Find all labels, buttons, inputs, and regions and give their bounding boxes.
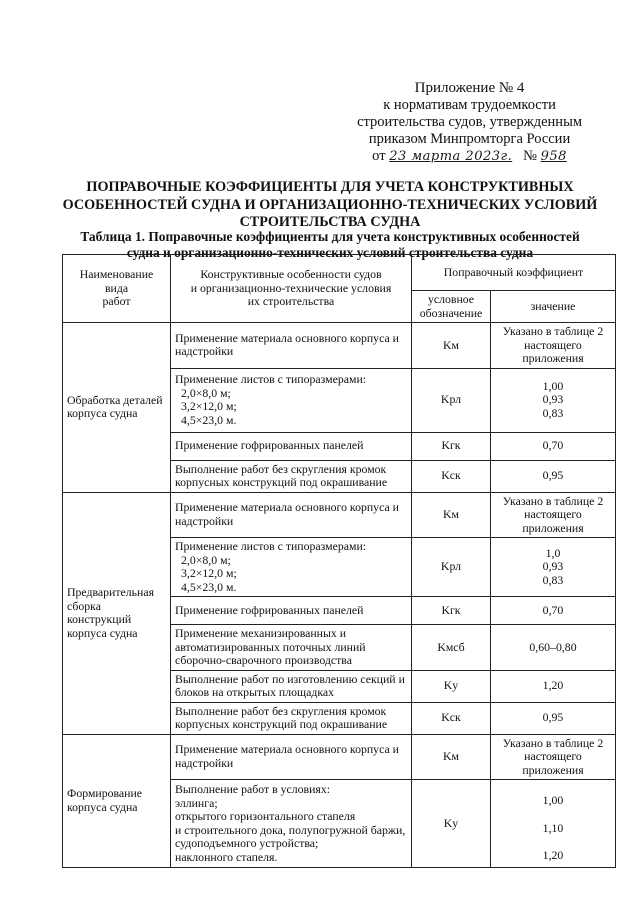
operation-line: корпуса судна bbox=[67, 799, 138, 814]
symbol-cell: Kмсб bbox=[412, 625, 491, 671]
table-row bbox=[63, 492, 616, 538]
feature-text: Применение листов с типоразмерами: bbox=[175, 539, 367, 553]
value-line: 1,00 bbox=[542, 793, 564, 807]
operation-line: конструкций bbox=[67, 612, 132, 626]
appendix-date-line bbox=[357, 148, 582, 165]
value-cell bbox=[491, 368, 616, 432]
value-cell bbox=[491, 492, 616, 538]
table-title-line-1: Таблица 1. Поправочные коэффициенты для учета конструктивных особенностей bbox=[80, 229, 580, 244]
value-line: 1,10 bbox=[542, 820, 564, 835]
symbol-cell: Kгк bbox=[412, 432, 491, 460]
value-line: Указано в таблице 2 bbox=[502, 493, 604, 508]
title-line-2: ОСОБЕННОСТЕЙ СУДНА И ОРГАНИЗАЦИОННО-ТЕХНИЧЕСКИХ УСЛОВИЙ bbox=[62, 196, 598, 213]
value-cell bbox=[491, 323, 616, 369]
feature-item: наклонного стапеля. bbox=[175, 849, 278, 864]
value-line: настоящего bbox=[524, 507, 582, 521]
number-label: № bbox=[523, 148, 537, 164]
value-line: настоящего bbox=[524, 749, 582, 763]
appendix-line-4: приказом Минпромторга России bbox=[368, 131, 571, 147]
feature-item: 2,0×8,0 м; bbox=[181, 552, 231, 567]
operation-cell: Обработка деталей корпуса судна bbox=[63, 323, 171, 493]
feature-item: 4,5×23,0 м. bbox=[181, 579, 237, 594]
value-line: 0,83 bbox=[542, 405, 564, 420]
value-line: Указано в таблице 2 bbox=[502, 735, 604, 750]
operation-line: Формирование bbox=[67, 786, 143, 801]
header-coefficient: Поправочный коэффициент bbox=[412, 255, 616, 291]
appendix-line-2: к нормативам трудоемкости bbox=[383, 97, 556, 113]
value-cell: 0,95 bbox=[491, 460, 616, 492]
appendix-number: Приложение № 4 bbox=[414, 80, 525, 96]
symbol-cell: Kм bbox=[412, 323, 491, 369]
feature-cell: Применение гофрированных панелей bbox=[171, 597, 412, 625]
header-features-line-2: и организационно-технические условия bbox=[190, 280, 392, 295]
handwritten-date: 23 марта 2023г. bbox=[389, 149, 513, 164]
table-row bbox=[63, 323, 616, 369]
symbol-cell: Kм bbox=[412, 492, 491, 538]
feature-item: 4,5×23,0 м. bbox=[181, 412, 237, 427]
value-cell: 0,70 bbox=[491, 597, 616, 625]
feature-cell: Выполнение работ без скругления кромок корпусных конструкций под окрашивание bbox=[171, 702, 412, 734]
symbol-cell: Kу bbox=[412, 670, 491, 702]
from-label: от bbox=[372, 148, 386, 164]
header-symbol-line-2: обозначение bbox=[419, 305, 483, 320]
feature-cell: Выполнение работ по изготовлению секций и блоков на открытых площадках bbox=[171, 670, 412, 702]
operation-line: сборка bbox=[67, 598, 101, 613]
value-cell: 0,70 bbox=[491, 432, 616, 460]
header-symbol-line-1: условное bbox=[427, 292, 475, 306]
value-line: приложения bbox=[522, 520, 584, 535]
symbol-cell: Kрл bbox=[412, 538, 491, 597]
header-symbol bbox=[412, 291, 491, 323]
feature-text: Применение листов с типоразмерами: bbox=[175, 372, 367, 386]
operation-cell bbox=[63, 734, 171, 868]
appendix-block bbox=[357, 80, 582, 165]
feature-cell bbox=[171, 538, 412, 597]
operation-line: корпуса судна bbox=[67, 625, 138, 640]
symbol-cell: Kрл bbox=[412, 368, 491, 432]
value-line: 0,83 bbox=[542, 572, 564, 587]
header-work-type-line-3: работ bbox=[102, 294, 131, 309]
symbol-cell: Kу bbox=[412, 780, 491, 868]
title-line-1: ПОПРАВОЧНЫЕ КОЭФФИЦИЕНТЫ ДЛЯ УЧЕТА КОНСТРУКТИВНЫХ bbox=[86, 179, 574, 195]
appendix-line-3: строительства судов, утвержденным bbox=[357, 114, 582, 130]
feature-item: и строительного дока, полупогружной баржи, судоподъемного устройства; bbox=[175, 822, 406, 850]
value-cell bbox=[491, 780, 616, 868]
feature-item: 2,0×8,0 м; bbox=[181, 385, 231, 400]
header-features-line-1: Конструктивные особенности судов bbox=[200, 267, 382, 282]
feature-cell: Применение гофрированных панелей bbox=[171, 432, 412, 460]
value-line: 1,0 bbox=[545, 545, 561, 560]
value-line: 0,93 bbox=[542, 392, 564, 407]
value-cell bbox=[491, 538, 616, 597]
value-line: настоящего bbox=[524, 337, 582, 352]
feature-cell: Применение материала основного корпуса и надстройки bbox=[171, 492, 412, 538]
operation-line: Предварительная bbox=[67, 585, 154, 599]
feature-cell bbox=[171, 368, 412, 432]
header-features-line-3: их строительства bbox=[247, 294, 335, 309]
feature-cell: Выполнение работ без скругления кромок корпусных конструкций под окрашивание bbox=[171, 460, 412, 492]
value-line: приложения bbox=[522, 351, 584, 365]
feature-item: эллинга; bbox=[175, 795, 218, 810]
value-cell: 0,95 bbox=[491, 702, 616, 734]
symbol-cell: Kск bbox=[412, 460, 491, 492]
feature-item: 3,2×12,0 м; bbox=[181, 566, 237, 580]
table-title-line-2: судна и организационно-технических условий строительства судна bbox=[126, 245, 534, 260]
symbol-cell: Kск bbox=[412, 702, 491, 734]
feature-cell: Применение материала основного корпуса и надстройки bbox=[171, 734, 412, 780]
coefficients-table bbox=[62, 254, 616, 868]
value-cell bbox=[491, 734, 616, 780]
header-work-type-line-1: Наименование bbox=[79, 267, 154, 282]
symbol-cell: Kгк bbox=[412, 597, 491, 625]
feature-item: открытого горизонтального стапеля bbox=[175, 809, 356, 823]
document-title bbox=[60, 179, 600, 232]
feature-cell: Применение материала основного корпуса и надстройки bbox=[171, 323, 412, 369]
symbol-cell: Kм bbox=[412, 734, 491, 780]
header-row bbox=[63, 255, 616, 291]
table-row bbox=[63, 734, 616, 780]
value-line: 1,20 bbox=[542, 848, 564, 862]
value-line: Указано в таблице 2 bbox=[502, 324, 604, 338]
feature-item: 3,2×12,0 м; bbox=[181, 399, 237, 413]
value-cell: 0,60–0,80 bbox=[491, 625, 616, 671]
value-line: приложения bbox=[522, 762, 584, 777]
title-line-3: СТРОИТЕЛЬСТВА СУДНА bbox=[239, 214, 421, 230]
header-work-type-line-2: вида bbox=[104, 280, 129, 295]
header-features bbox=[171, 255, 412, 323]
value-cell: 1,20 bbox=[491, 670, 616, 702]
feature-cell: Применение механизированных и автоматизированных поточных линий сборочно-сварочного производства bbox=[171, 625, 412, 671]
feature-cell bbox=[171, 780, 412, 868]
value-line: 0,93 bbox=[542, 559, 564, 574]
feature-text: Выполнение работ в условиях: bbox=[175, 782, 331, 796]
handwritten-number: 958 bbox=[540, 149, 567, 164]
operation-cell bbox=[63, 492, 171, 734]
header-work-type bbox=[63, 255, 171, 323]
value-line: 1,00 bbox=[542, 378, 564, 393]
header-value: значение bbox=[491, 291, 616, 323]
